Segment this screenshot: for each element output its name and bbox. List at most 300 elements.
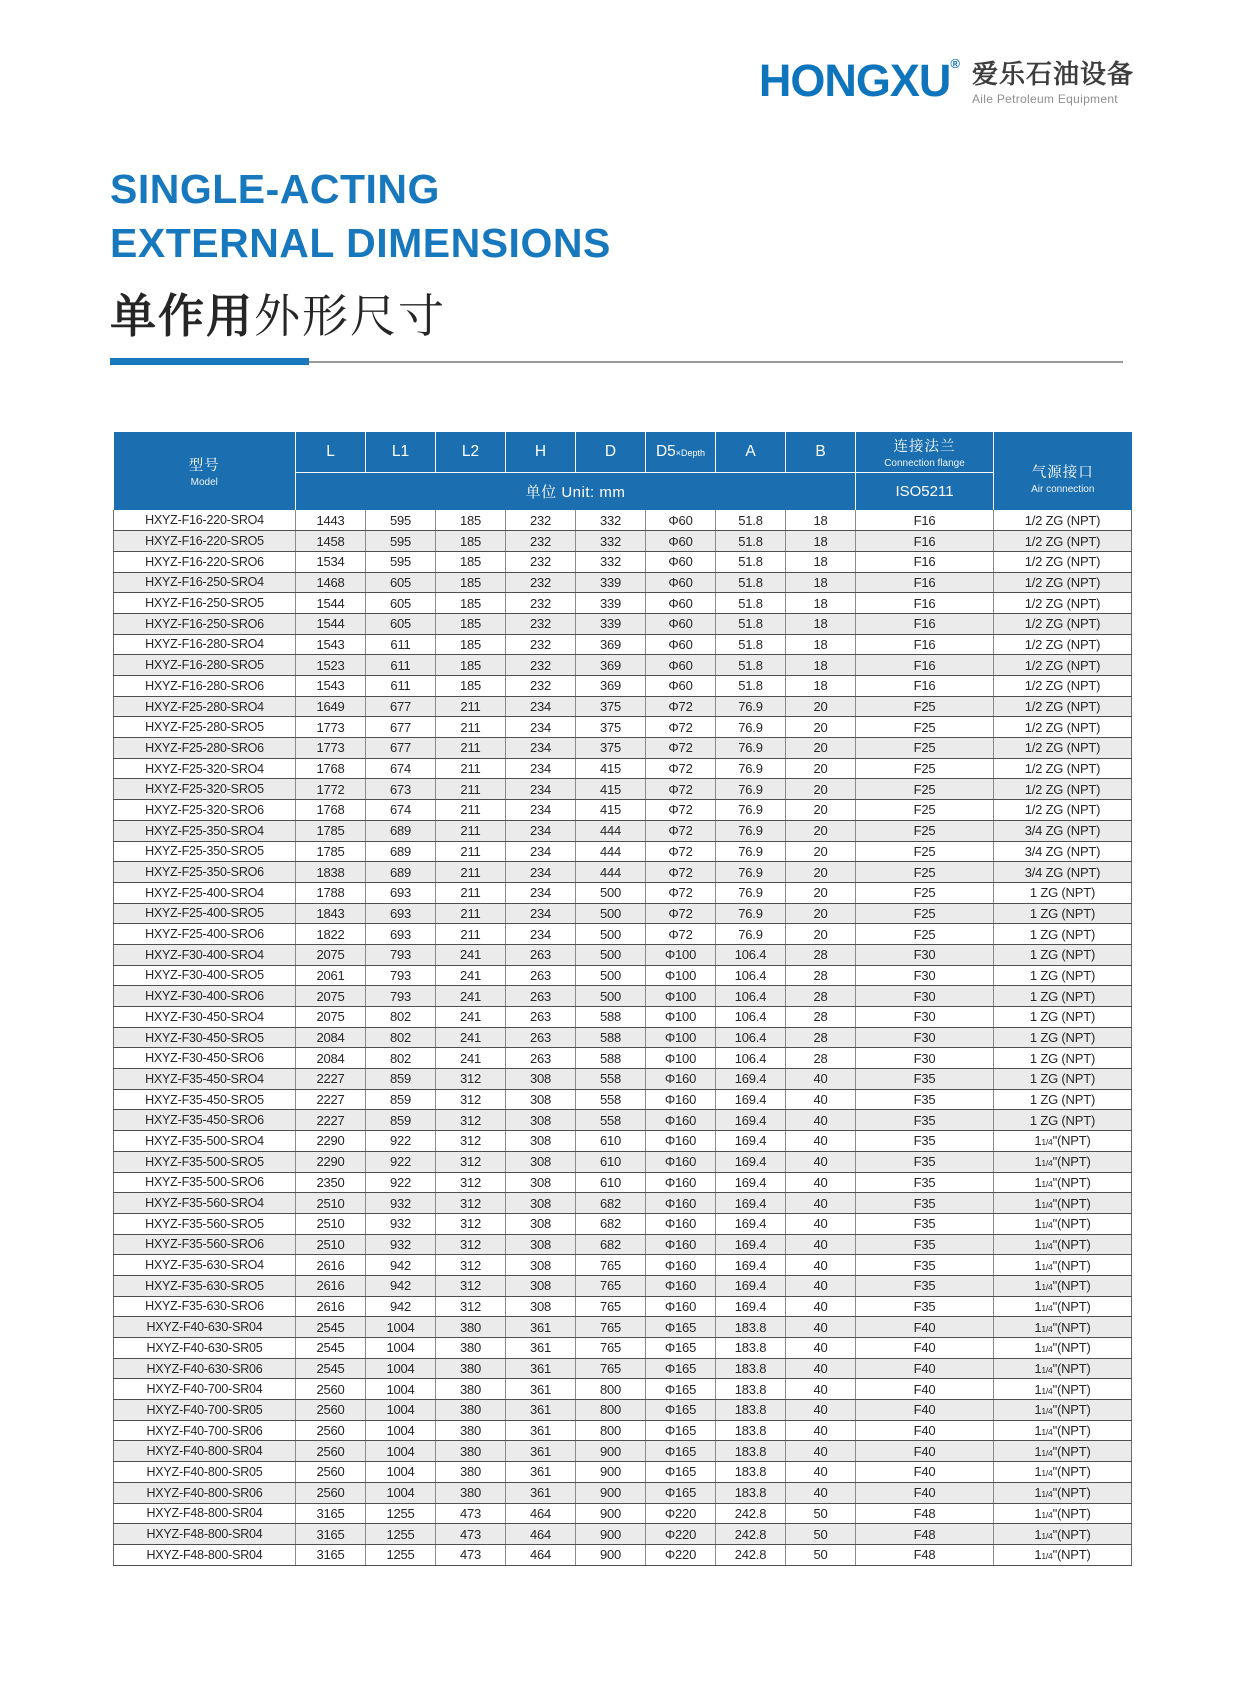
cell-l1: 595	[366, 510, 436, 531]
cell-h: 234	[506, 717, 576, 738]
table-row	[114, 965, 1132, 986]
cell-d5: Φ160	[646, 1131, 716, 1152]
cell-d5: Φ220	[646, 1544, 716, 1565]
cell-flange: F25	[856, 820, 994, 841]
cell-a: 76.9	[716, 862, 786, 883]
cell-a: 51.8	[716, 655, 786, 676]
table-row	[114, 1007, 1132, 1028]
cell-flange: F40	[856, 1338, 994, 1359]
cell-flange: F35	[856, 1172, 994, 1193]
cell-h: 234	[506, 696, 576, 717]
cell-l2: 473	[436, 1503, 506, 1524]
cell-air: 1/2 ZG (NPT)	[994, 572, 1132, 593]
header-L2: L2	[436, 432, 506, 472]
cell-a: 183.8	[716, 1441, 786, 1462]
cell-d: 900	[576, 1462, 646, 1483]
cell-d: 415	[576, 758, 646, 779]
cell-d: 765	[576, 1317, 646, 1338]
inch-fraction: 1/4	[1041, 1240, 1053, 1251]
cell-a: 183.8	[716, 1317, 786, 1338]
company-logo	[758, 55, 1134, 106]
cell-flange: F30	[856, 1027, 994, 1048]
cell-model: HXYZ-F30-450-SRO4	[114, 1007, 296, 1028]
cell-l1: 1004	[366, 1462, 436, 1483]
cell-b: 40	[786, 1420, 856, 1441]
cell-h: 464	[506, 1503, 576, 1524]
cell-model: HXYZ-F35-450-SRO6	[114, 1110, 296, 1131]
cell-d: 339	[576, 593, 646, 614]
cell-d: 800	[576, 1379, 646, 1400]
cell-b: 20	[786, 820, 856, 841]
cell-flange: F16	[856, 572, 994, 593]
cell-l2: 312	[436, 1089, 506, 1110]
cell-model: HXYZ-F35-630-SRO6	[114, 1296, 296, 1317]
cell-model: HXYZ-F30-400-SRO4	[114, 944, 296, 965]
cell-a: 76.9	[716, 800, 786, 821]
cell-b: 40	[786, 1400, 856, 1421]
cell-flange: F25	[856, 717, 994, 738]
cell-flange: F25	[856, 882, 994, 903]
cell-l1: 611	[366, 634, 436, 655]
cell-d5: Φ160	[646, 1296, 716, 1317]
cell-l2: 211	[436, 862, 506, 883]
cell-a: 51.8	[716, 510, 786, 531]
cell-a: 183.8	[716, 1462, 786, 1483]
cell-h: 232	[506, 655, 576, 676]
table-row	[114, 924, 1132, 945]
cell-h: 308	[506, 1296, 576, 1317]
cell-air: 1/2 ZG (NPT)	[994, 593, 1132, 614]
cell-a: 76.9	[716, 820, 786, 841]
cell-model: HXYZ-F25-350-SRO5	[114, 841, 296, 862]
cell-b: 18	[786, 655, 856, 676]
cell-model: HXYZ-F16-220-SRO5	[114, 531, 296, 552]
cell-a: 169.4	[716, 1213, 786, 1234]
cell-air: 11/4"(NPT)	[994, 1275, 1132, 1296]
cell-l: 1534	[296, 551, 366, 572]
table-body	[114, 510, 1132, 1565]
cell-d: 444	[576, 841, 646, 862]
cell-l2: 380	[436, 1379, 506, 1400]
cell-l2: 380	[436, 1317, 506, 1338]
cell-air: 11/4"(NPT)	[994, 1193, 1132, 1214]
cell-air: 1/2 ZG (NPT)	[994, 758, 1132, 779]
cell-l: 2560	[296, 1482, 366, 1503]
cell-model: HXYZ-F35-560-SRO6	[114, 1234, 296, 1255]
cell-d: 610	[576, 1172, 646, 1193]
inch-fraction: 1/4	[1041, 1261, 1053, 1272]
header-flange-en: Connection flange	[884, 457, 965, 469]
cell-flange: F40	[856, 1482, 994, 1503]
cell-d: 369	[576, 655, 646, 676]
cell-l2: 241	[436, 1048, 506, 1069]
table-header	[114, 432, 1132, 510]
cell-d5: Φ72	[646, 820, 716, 841]
cell-l1: 1004	[366, 1400, 436, 1421]
cell-a: 183.8	[716, 1400, 786, 1421]
cell-a: 51.8	[716, 613, 786, 634]
cell-model: HXYZ-F30-400-SRO6	[114, 986, 296, 1007]
cell-flange: F40	[856, 1379, 994, 1400]
cell-l: 1822	[296, 924, 366, 945]
cell-air: 11/4"(NPT)	[994, 1441, 1132, 1462]
cell-air: 1/2 ZG (NPT)	[994, 738, 1132, 759]
table-row	[114, 779, 1132, 800]
cell-d: 610	[576, 1151, 646, 1172]
cell-l1: 859	[366, 1089, 436, 1110]
cell-l1: 605	[366, 572, 436, 593]
table-row	[114, 1110, 1132, 1131]
cell-l: 2084	[296, 1027, 366, 1048]
table-row	[114, 613, 1132, 634]
cell-model: HXYZ-F25-400-SRO6	[114, 924, 296, 945]
cell-l: 2227	[296, 1110, 366, 1131]
cell-l2: 380	[436, 1338, 506, 1359]
cell-a: 106.4	[716, 1048, 786, 1069]
inch-fraction: 1/4	[1041, 1158, 1053, 1169]
cell-air: 3/4 ZG (NPT)	[994, 841, 1132, 862]
cell-b: 20	[786, 717, 856, 738]
cell-b: 40	[786, 1089, 856, 1110]
cell-b: 28	[786, 986, 856, 1007]
cell-l2: 380	[436, 1420, 506, 1441]
cell-a: 106.4	[716, 986, 786, 1007]
cell-l1: 932	[366, 1213, 436, 1234]
cell-h: 308	[506, 1069, 576, 1090]
cell-flange: F16	[856, 676, 994, 697]
header-unit-label: 单位 Unit: mm	[296, 472, 856, 510]
cell-flange: F30	[856, 986, 994, 1007]
table-row	[114, 1027, 1132, 1048]
registered-trademark-icon: ®	[950, 56, 960, 71]
cell-a: 169.4	[716, 1275, 786, 1296]
cell-d: 765	[576, 1338, 646, 1359]
cell-b: 40	[786, 1338, 856, 1359]
cell-d: 765	[576, 1358, 646, 1379]
inch-fraction: 1/4	[1041, 1344, 1053, 1355]
cell-l1: 942	[366, 1275, 436, 1296]
cell-air: 11/4"(NPT)	[994, 1213, 1132, 1234]
cell-flange: F25	[856, 841, 994, 862]
cell-l1: 677	[366, 717, 436, 738]
cell-air: 11/4"(NPT)	[994, 1172, 1132, 1193]
cell-d5: Φ165	[646, 1482, 716, 1503]
cell-air: 1 ZG (NPT)	[994, 903, 1132, 924]
cell-l: 1785	[296, 820, 366, 841]
table-row	[114, 1482, 1132, 1503]
cell-b: 40	[786, 1151, 856, 1172]
cell-air: 11/4"(NPT)	[994, 1400, 1132, 1421]
cell-l1: 932	[366, 1193, 436, 1214]
cell-model: HXYZ-F30-450-SRO5	[114, 1027, 296, 1048]
cell-l: 1468	[296, 572, 366, 593]
header-model-cn: 型号	[188, 458, 220, 474]
cell-air: 11/4"(NPT)	[994, 1151, 1132, 1172]
cell-d5: Φ60	[646, 531, 716, 552]
cell-b: 40	[786, 1172, 856, 1193]
inch-fraction: 1/4	[1041, 1385, 1053, 1396]
cell-d: 800	[576, 1420, 646, 1441]
cell-d: 415	[576, 779, 646, 800]
cell-d5: Φ160	[646, 1234, 716, 1255]
cell-l2: 380	[436, 1400, 506, 1421]
cell-l1: 674	[366, 758, 436, 779]
cell-h: 232	[506, 634, 576, 655]
header-H: H	[506, 432, 576, 472]
cell-d: 765	[576, 1296, 646, 1317]
cell-d: 375	[576, 717, 646, 738]
cell-d5: Φ60	[646, 634, 716, 655]
cell-b: 50	[786, 1524, 856, 1545]
cell-b: 20	[786, 738, 856, 759]
cell-model: HXYZ-F25-400-SRO4	[114, 882, 296, 903]
cell-l1: 922	[366, 1172, 436, 1193]
cell-a: 51.8	[716, 531, 786, 552]
cell-model: HXYZ-F48-800-SR04	[114, 1524, 296, 1545]
cell-flange: F16	[856, 551, 994, 572]
cell-d5: Φ165	[646, 1338, 716, 1359]
cell-air: 1 ZG (NPT)	[994, 924, 1132, 945]
cell-b: 20	[786, 882, 856, 903]
cell-d: 610	[576, 1131, 646, 1152]
cell-l1: 922	[366, 1151, 436, 1172]
cell-b: 20	[786, 779, 856, 800]
title-chinese	[110, 280, 611, 346]
cell-a: 169.4	[716, 1296, 786, 1317]
cell-b: 20	[786, 758, 856, 779]
cell-air: 11/4"(NPT)	[994, 1544, 1132, 1565]
cell-l2: 185	[436, 551, 506, 572]
cell-flange: F48	[856, 1524, 994, 1545]
cell-d: 375	[576, 696, 646, 717]
table-row	[114, 1379, 1132, 1400]
cell-a: 76.9	[716, 738, 786, 759]
cell-a: 76.9	[716, 779, 786, 800]
cell-d: 558	[576, 1110, 646, 1131]
cell-l1: 932	[366, 1234, 436, 1255]
logo-wordmark	[758, 55, 960, 106]
cell-l2: 312	[436, 1296, 506, 1317]
cell-model: HXYZ-F25-350-SRO4	[114, 820, 296, 841]
cell-l2: 312	[436, 1213, 506, 1234]
cell-l1: 677	[366, 738, 436, 759]
cell-l: 2350	[296, 1172, 366, 1193]
cell-d: 558	[576, 1089, 646, 1110]
cell-l: 1544	[296, 613, 366, 634]
cell-air: 11/4"(NPT)	[994, 1131, 1132, 1152]
cell-d5: Φ160	[646, 1069, 716, 1090]
cell-b: 20	[786, 862, 856, 883]
header-D: D	[576, 432, 646, 472]
cell-air: 11/4"(NPT)	[994, 1524, 1132, 1545]
header-air-en: Air connection	[1031, 484, 1095, 495]
cell-a: 169.4	[716, 1110, 786, 1131]
cell-a: 76.9	[716, 758, 786, 779]
cell-l1: 1255	[366, 1524, 436, 1545]
cell-d: 369	[576, 676, 646, 697]
table-row	[114, 696, 1132, 717]
cell-b: 18	[786, 572, 856, 593]
cell-l1: 611	[366, 676, 436, 697]
cell-air: 1 ZG (NPT)	[994, 1089, 1132, 1110]
cell-d5: Φ60	[646, 655, 716, 676]
header-A: A	[716, 432, 786, 472]
cell-model: HXYZ-F35-630-SRO4	[114, 1255, 296, 1276]
table-row	[114, 676, 1132, 697]
cell-flange: F25	[856, 779, 994, 800]
cell-l1: 1255	[366, 1544, 436, 1565]
cell-h: 361	[506, 1441, 576, 1462]
cell-h: 263	[506, 1048, 576, 1069]
cell-l1: 1004	[366, 1441, 436, 1462]
cell-l1: 922	[366, 1131, 436, 1152]
header-air-cn: 气源接口	[1031, 465, 1094, 481]
cell-h: 234	[506, 779, 576, 800]
cell-a: 106.4	[716, 944, 786, 965]
table-row	[114, 1544, 1132, 1565]
cell-l1: 677	[366, 696, 436, 717]
cell-a: 51.8	[716, 572, 786, 593]
header-iso-standard: ISO5211	[856, 472, 994, 510]
cell-d: 900	[576, 1544, 646, 1565]
cell-air: 1 ZG (NPT)	[994, 1027, 1132, 1048]
cell-flange: F25	[856, 800, 994, 821]
cell-l2: 473	[436, 1544, 506, 1565]
cell-a: 183.8	[716, 1482, 786, 1503]
table-row	[114, 882, 1132, 903]
cell-a: 51.8	[716, 676, 786, 697]
cell-flange: F25	[856, 696, 994, 717]
title-line-2: EXTERNAL DIMENSIONS	[110, 220, 611, 267]
cell-b: 20	[786, 841, 856, 862]
inch-fraction: 1/4	[1041, 1365, 1053, 1376]
cell-flange: F16	[856, 593, 994, 614]
cell-b: 40	[786, 1482, 856, 1503]
cell-d: 339	[576, 613, 646, 634]
inch-fraction: 1/4	[1041, 1137, 1053, 1148]
cell-air: 1/2 ZG (NPT)	[994, 531, 1132, 552]
cell-l2: 211	[436, 717, 506, 738]
header-d5-sub: ×Depth	[675, 447, 706, 458]
table-row	[114, 1069, 1132, 1090]
cell-d: 765	[576, 1275, 646, 1296]
cell-h: 361	[506, 1338, 576, 1359]
logo-subtitle-block	[972, 60, 1134, 106]
cell-b: 40	[786, 1296, 856, 1317]
cell-air: 1 ZG (NPT)	[994, 1048, 1132, 1069]
cell-l: 1443	[296, 510, 366, 531]
cell-flange: F35	[856, 1069, 994, 1090]
cell-h: 232	[506, 613, 576, 634]
cell-l: 2290	[296, 1151, 366, 1172]
cell-air: 1 ZG (NPT)	[994, 1007, 1132, 1028]
cell-air: 11/4"(NPT)	[994, 1317, 1132, 1338]
cell-d: 500	[576, 944, 646, 965]
cell-l2: 241	[436, 944, 506, 965]
cell-l2: 211	[436, 800, 506, 821]
cell-h: 232	[506, 510, 576, 531]
cell-a: 242.8	[716, 1503, 786, 1524]
cell-l1: 859	[366, 1110, 436, 1131]
table-row	[114, 510, 1132, 531]
cell-air: 11/4"(NPT)	[994, 1482, 1132, 1503]
inch-fraction: 1/4	[1041, 1427, 1053, 1438]
cell-air: 11/4"(NPT)	[994, 1462, 1132, 1483]
cell-l: 2560	[296, 1441, 366, 1462]
cell-d: 588	[576, 1007, 646, 1028]
cell-flange: F40	[856, 1462, 994, 1483]
cell-flange: F16	[856, 634, 994, 655]
cell-a: 51.8	[716, 551, 786, 572]
cell-model: HXYZ-F16-280-SRO6	[114, 676, 296, 697]
cell-h: 232	[506, 531, 576, 552]
header-flange-cn: 连接法兰	[893, 438, 956, 455]
cell-d: 765	[576, 1255, 646, 1276]
cell-l: 2560	[296, 1462, 366, 1483]
cell-d5: Φ160	[646, 1193, 716, 1214]
cell-l: 1523	[296, 655, 366, 676]
cell-b: 40	[786, 1213, 856, 1234]
cell-h: 263	[506, 944, 576, 965]
cell-l: 2061	[296, 965, 366, 986]
cell-d5: Φ165	[646, 1462, 716, 1483]
cell-flange: F35	[856, 1213, 994, 1234]
table-row	[114, 1296, 1132, 1317]
cell-a: 76.9	[716, 696, 786, 717]
cell-model: HXYZ-F40-630-SR06	[114, 1358, 296, 1379]
cell-l: 1543	[296, 676, 366, 697]
cell-flange: F35	[856, 1255, 994, 1276]
cell-a: 51.8	[716, 634, 786, 655]
cell-model: HXYZ-F25-320-SRO4	[114, 758, 296, 779]
cell-a: 76.9	[716, 882, 786, 903]
cell-l1: 1004	[366, 1420, 436, 1441]
cell-l: 1843	[296, 903, 366, 924]
cell-h: 308	[506, 1131, 576, 1152]
cell-l2: 211	[436, 758, 506, 779]
cell-h: 234	[506, 800, 576, 821]
cell-d5: Φ160	[646, 1089, 716, 1110]
cell-l: 1544	[296, 593, 366, 614]
cell-d5: Φ60	[646, 676, 716, 697]
inch-fraction: 1/4	[1041, 1406, 1053, 1417]
cell-d5: Φ72	[646, 758, 716, 779]
cell-model: HXYZ-F35-500-SRO5	[114, 1151, 296, 1172]
cell-model: HXYZ-F30-400-SRO5	[114, 965, 296, 986]
cell-d: 682	[576, 1213, 646, 1234]
cell-air: 1 ZG (NPT)	[994, 965, 1132, 986]
cell-l2: 380	[436, 1358, 506, 1379]
cell-flange: F35	[856, 1234, 994, 1255]
cell-h: 361	[506, 1420, 576, 1441]
cell-l1: 1004	[366, 1338, 436, 1359]
cell-l1: 674	[366, 800, 436, 821]
cell-l2: 312	[436, 1110, 506, 1131]
inch-fraction: 1/4	[1041, 1447, 1053, 1458]
cell-l2: 312	[436, 1069, 506, 1090]
cell-d: 900	[576, 1503, 646, 1524]
cell-h: 361	[506, 1358, 576, 1379]
table-row	[114, 1338, 1132, 1359]
cell-l: 2510	[296, 1234, 366, 1255]
cell-h: 308	[506, 1275, 576, 1296]
cell-h: 234	[506, 903, 576, 924]
cell-d5: Φ72	[646, 903, 716, 924]
cell-model: HXYZ-F35-500-SRO6	[114, 1172, 296, 1193]
inch-fraction: 1/4	[1041, 1530, 1053, 1541]
cell-l: 1768	[296, 800, 366, 821]
cell-air: 1 ZG (NPT)	[994, 1110, 1132, 1131]
